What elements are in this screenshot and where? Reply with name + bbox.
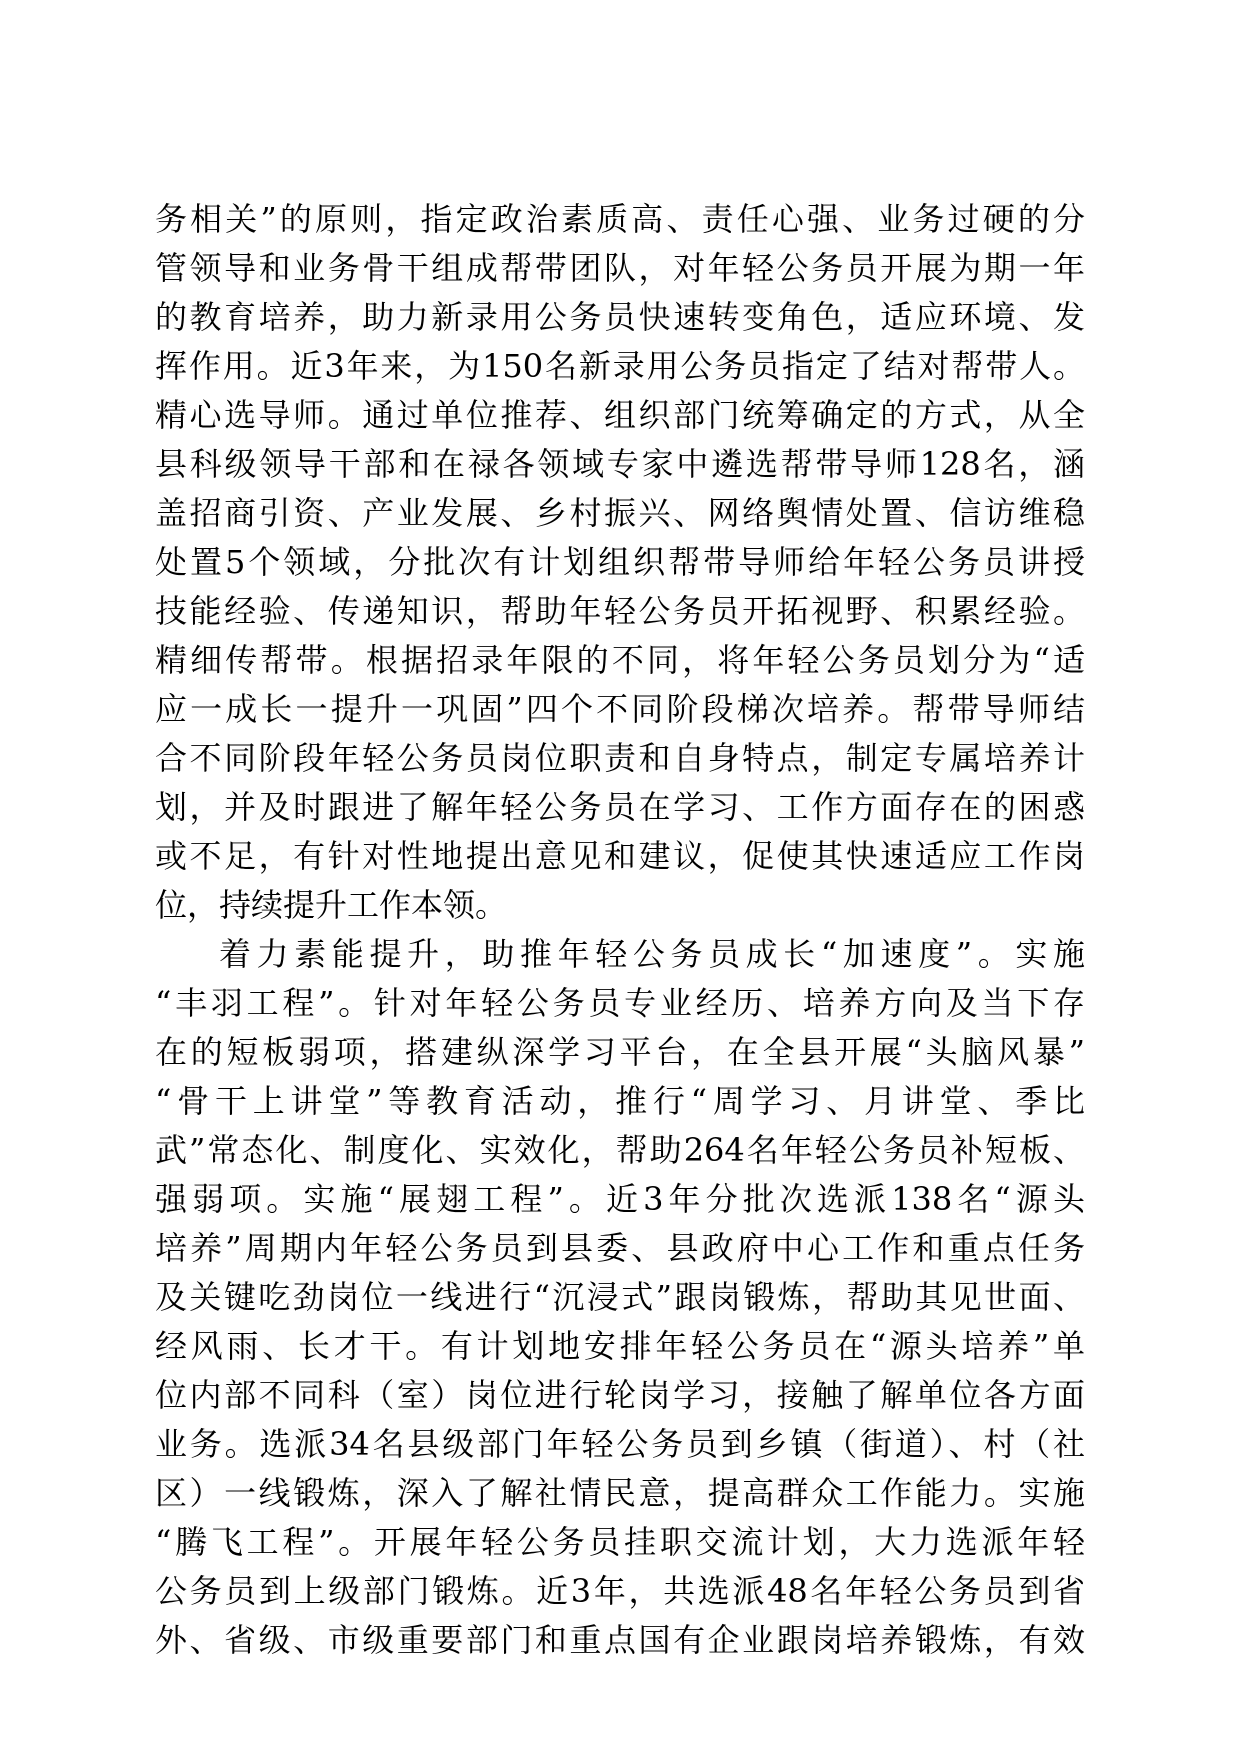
text-line: 务相关”的原则，指定政治素质高、责任心强、业务过硬的分 <box>155 200 1085 238</box>
text-line: 挥作用。近3年来，为150名新录用公务员指定了结对帮带人。 <box>155 347 1085 385</box>
text-line: 公务员到上级部门锻炼。近3年，共选派48名年轻公务员到省 <box>155 1572 1085 1610</box>
text-line: “丰羽工程”。针对年轻公务员专业经历、培养方向及当下存 <box>155 984 1085 1022</box>
text-line: 培养”周期内年轻公务员到县委、县政府中心工作和重点任务 <box>155 1229 1085 1267</box>
text-line: 强弱项。实施“展翅工程”。近3年分批次选派138名“源头 <box>155 1180 1085 1218</box>
text-line: 划，并及时跟进了解年轻公务员在学习、工作方面存在的困惑 <box>155 788 1085 826</box>
text-line: 区）一线锻炼，深入了解社情民意，提高群众工作能力。实施 <box>155 1474 1085 1512</box>
text-line: 及关键吃劲岗位一线进行“沉浸式”跟岗锻炼，帮助其见世面、 <box>155 1278 1085 1316</box>
text-line: 或不足，有针对性地提出意见和建议，促使其快速适应工作岗 <box>155 837 1085 875</box>
text-line: 经风雨、长才干。有计划地安排年轻公务员在“源头培养”单 <box>155 1327 1085 1365</box>
text-line: 位，持续提升工作本领。 <box>155 886 508 924</box>
text-line: 外、省级、市级重要部门和重点国有企业跟岗培养锻炼，有效 <box>155 1621 1085 1659</box>
text-line: 精心选导师。通过单位推荐、组织部门统筹确定的方式，从全 <box>155 396 1085 434</box>
text-line: 县科级领导干部和在禄各领域专家中遴选帮带导师128名，涵 <box>155 445 1085 483</box>
text-line: 盖招商引资、产业发展、乡村振兴、网络舆情处置、信访维稳 <box>155 494 1085 532</box>
text-line: 应一成长一提升一巩固”四个不同阶段梯次培养。帮带导师结 <box>155 690 1085 728</box>
text-line: “骨干上讲堂”等教育活动，推行“周学习、月讲堂、季比 <box>155 1082 1085 1120</box>
text-line: 武”常态化、制度化、实效化，帮助264名年轻公务员补短板、 <box>155 1131 1085 1169</box>
text-line: 在的短板弱项，搭建纵深学习平台，在全县开展“头脑风暴” <box>155 1033 1085 1071</box>
text-line: 处置5个领域，分批次有计划组织帮带导师给年轻公务员讲授 <box>155 543 1085 581</box>
text-line: 的教育培养，助力新录用公务员快速转变角色，适应环境、发 <box>155 298 1085 336</box>
text-line: 位内部不同科（室）岗位进行轮岗学习，接触了解单位各方面 <box>155 1376 1085 1414</box>
body-text <box>155 195 1085 1665</box>
text-line: 管领导和业务骨干组成帮带团队，对年轻公务员开展为期一年 <box>155 249 1085 287</box>
text-line: 着力素能提升，助推年轻公务员成长“加速度”。实施 <box>219 935 1085 973</box>
text-line: 精细传帮带。根据招录年限的不同，将年轻公务员划分为“适 <box>155 641 1085 679</box>
text-line: 业务。选派34名县级部门年轻公务员到乡镇（街道）、村（社 <box>155 1425 1085 1463</box>
text-line: 合不同阶段年轻公务员岗位职责和自身特点，制定专属培养计 <box>155 739 1085 777</box>
text-line: 技能经验、传递知识，帮助年轻公务员开拓视野、积累经验。 <box>155 592 1085 630</box>
text-line: “腾飞工程”。开展年轻公务员挂职交流计划，大力选派年轻 <box>155 1523 1085 1561</box>
